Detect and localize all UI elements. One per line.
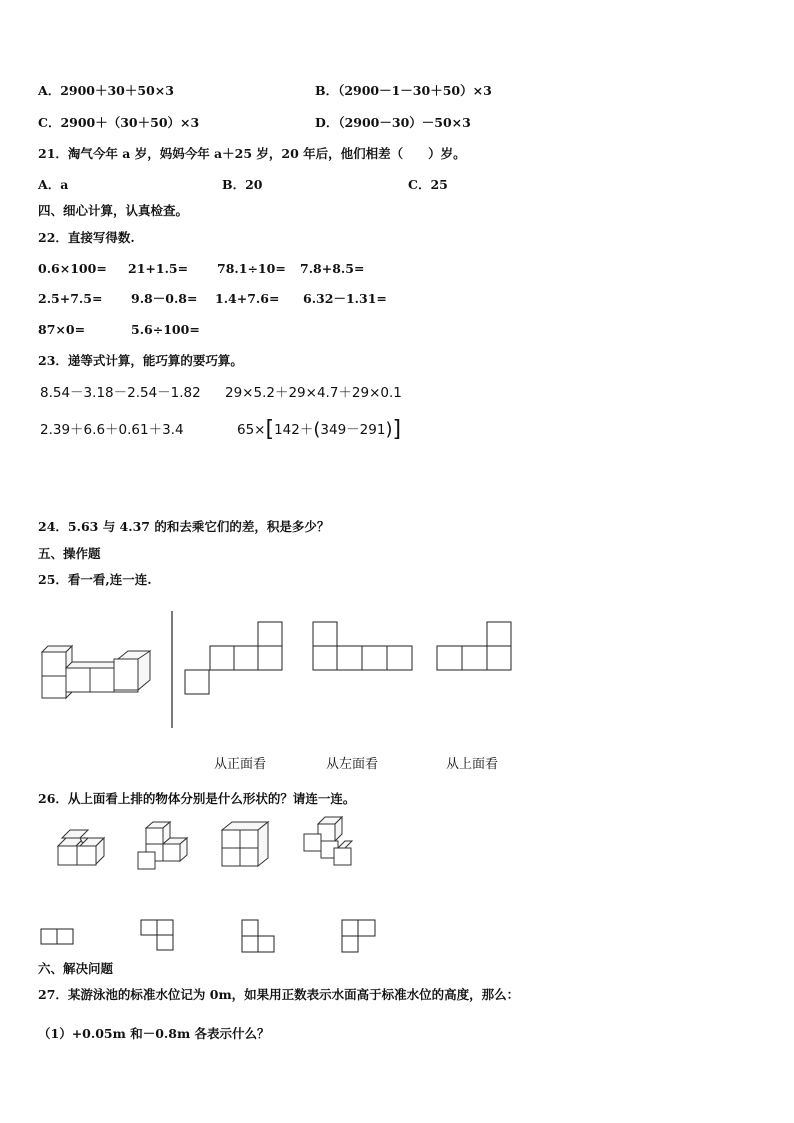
calc-item: 21+1.5= (128, 261, 189, 276)
left-paren: ( (313, 419, 321, 440)
question-25: 25．看一看,连一连. (38, 572, 152, 587)
question-27: 27．某游泳池的标准水位记为 0m，如果用正数表示水面高于标准水位的高度，那么： (38, 987, 520, 1002)
q26-solid-2 (138, 822, 187, 869)
calc-item: 1.4+7.6= (215, 291, 280, 306)
calc-item: 9.8－0.8= (131, 291, 198, 306)
question-27-sub-1: （1）+0.05m 和－0.8m 各表示什么？ (38, 1026, 270, 1041)
q26-top-view-3 (242, 920, 274, 952)
question-22: 22．直接写得数. (38, 230, 135, 245)
calc-item: 87×0= (38, 322, 86, 337)
calc-item: 5.6÷100= (131, 322, 200, 337)
option-c-q20: C．2900＋（30＋50）×3 (38, 115, 200, 130)
view-label-left: 从左面看 (326, 757, 379, 772)
q26-solid-4 (304, 817, 352, 865)
q26-top-view-4 (342, 920, 375, 952)
expression-2: 29×5.2＋29×4.7＋29×0.1 (225, 385, 402, 401)
question-23: 23．递等式计算，能巧算的要巧算。 (38, 353, 243, 368)
expression-4-inner-b: 349－291 (320, 422, 386, 438)
calc-item: 2.5+7.5= (38, 291, 103, 306)
view-label-top: 从上面看 (446, 757, 499, 772)
q26-top-view-1 (41, 929, 73, 944)
section-4-heading: 四、细心计算，认真检查。 (38, 203, 189, 218)
calc-item: 7.8+8.5= (300, 261, 365, 276)
expression-1: 8.54－3.18－2.54－1.82 (40, 385, 201, 401)
option-a-q20: A．2900＋30＋50×3 (38, 83, 174, 98)
expression-3: 2.39＋6.6＋0.61＋3.4 (40, 422, 184, 438)
question-26: 26．从上面看上排的物体分别是什么形状的？请连一连。 (38, 791, 356, 806)
question-21: 21．淘气今年 a 岁，妈妈今年 a＋25 岁，20 年后，他们相差（ ）岁。 (38, 146, 466, 161)
q26-solid-3 (222, 822, 268, 866)
option-b-q21: B．20 (222, 177, 263, 192)
option-a-q21: A．a (38, 177, 69, 192)
view-label-front: 从正面看 (214, 757, 267, 772)
option-c-q21: C．25 (408, 177, 448, 192)
q26-top-view-2 (141, 920, 173, 950)
section-5-heading: 五、操作题 (38, 546, 101, 561)
calc-item: 6.32－1.31= (303, 291, 387, 306)
section-6-heading: 六、解决问题 (38, 961, 114, 976)
expression-4-prefix: 65× (237, 422, 266, 438)
right-square-bracket: ] (392, 417, 402, 442)
option-b-q20: B．（2900－1－30＋50）×3 (315, 83, 492, 98)
calc-item: 0.6×100= (38, 261, 107, 276)
left-square-bracket: [ (265, 417, 275, 442)
expression-4-inner-a: 142＋ (274, 422, 314, 438)
calc-item: 78.1÷10= (217, 261, 286, 276)
option-d-q20: D．（2900－30）－50×3 (315, 115, 471, 130)
question-24: 24．5.63 与 4.37 的和去乘它们的差，积是多少？ (38, 519, 330, 534)
q26-solid-1 (58, 830, 104, 865)
right-paren: ) (385, 419, 393, 440)
